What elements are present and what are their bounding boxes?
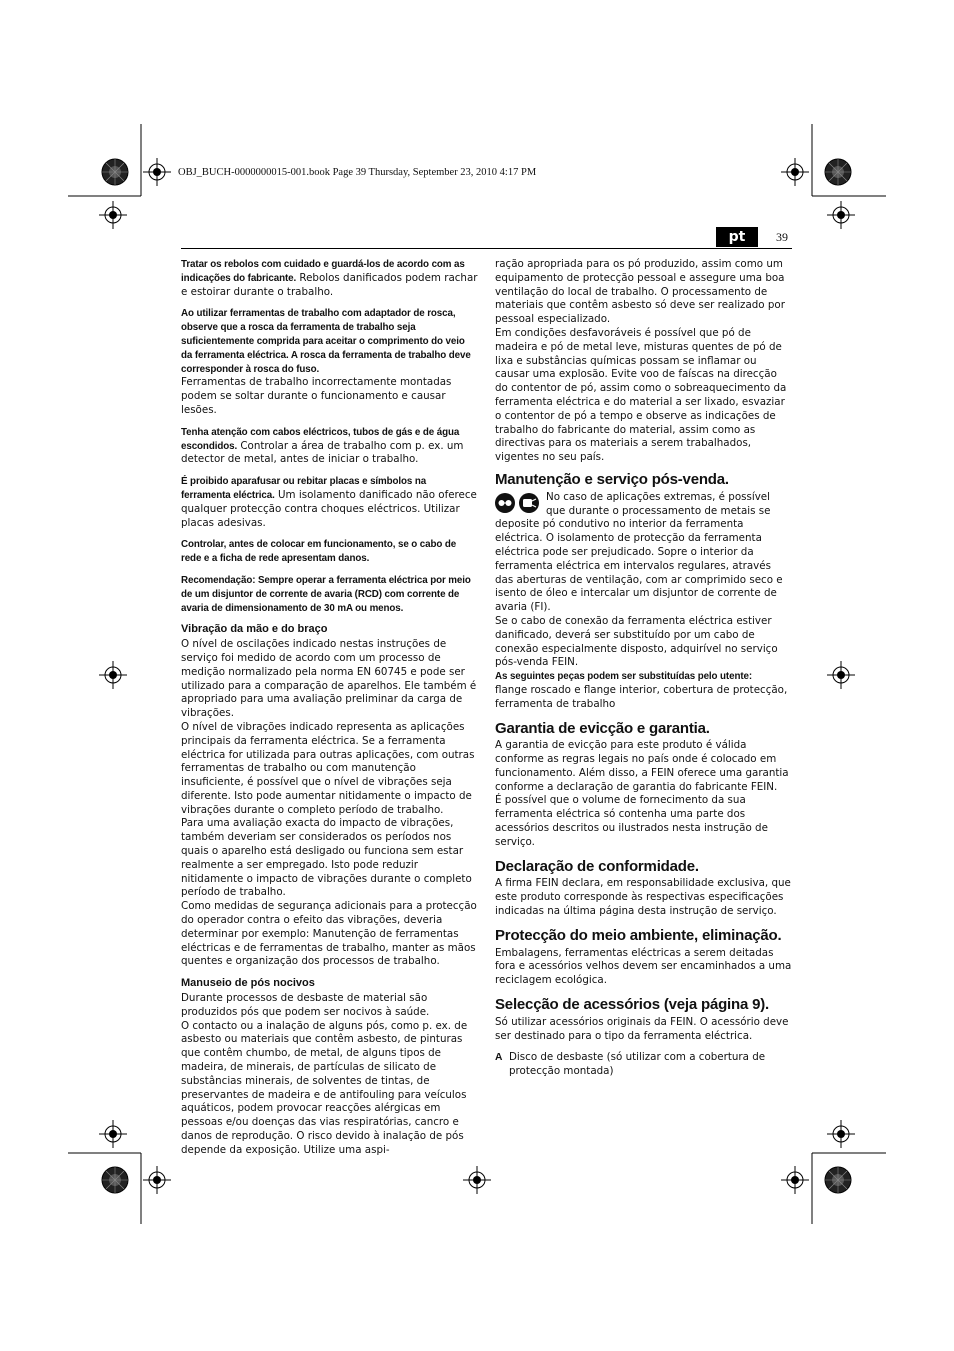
paragraph: [495, 491, 792, 615]
registration-target-icon: [827, 201, 855, 229]
dust-heading: Manuseio de pós nocivos: [181, 977, 315, 990]
paragraph: A firma FEIN declara, em responsabilidade exclusiva, que este produto corresponde às respectivas especificações indicadas na última página desta instrução de serviço.: [495, 877, 791, 918]
paragraph-text: Controlar a área de trabalho com p. ex. um detector de metal, antes de iniciar o trabalho.: [181, 439, 464, 466]
paragraph: Em condições desfavoráveis é possível que pó de madeira e pó de metal leve, misturas quentes de pó de lixa e substâncias químicas possam se inflamar ou causar uma explosão. Evite voo de faíscas na direcção do contentor de pó, assim como o sobreaquecimento da ferramenta eléctrica e do material a ser lixado, esvaziar o contentor de pó a tempo e observe as indicações de trabalho do fabricante do material, assim como as directivas para os materiais a serem trabalhados, vigentes no seu país.: [495, 326, 787, 464]
safety-icons: [495, 493, 539, 513]
paragraph: Embalagens, ferramentas eléctricas a serem deitadas fora e acessórios velhos devem ser encaminhados a uma reciclagem ecológica.: [495, 946, 792, 987]
registration-target-icon: [143, 1166, 171, 1194]
paragraph: Se o cabo de conexão da ferramenta eléctrica estiver danificado, deverá ser substituído por um cabo de conexão especialmente disposto, adquirível no serviço pós-venda FEIN.: [495, 614, 778, 669]
registration-target-icon: [99, 661, 127, 689]
header-rule: [181, 248, 792, 249]
language-tab: pt: [716, 227, 758, 247]
paragraph: [181, 426, 478, 467]
paragraph: O nível de oscilações indicado nestas instruções de serviço foi medido de acordo com um processo de medição normalizado pela norma EN 60745 e pode ser utilizado para a comparação de aparelhos. Ele também é apropriado para uma avaliação preliminar da carga de vibrações.: [181, 638, 477, 720]
paragraph-text: Um isolamento danificado não oferece qualquer protecção contra choques eléctricos. Utilizar placas adesivas.: [181, 488, 477, 529]
bold-instruction: Recomendação: Sempre operar a ferramenta eléctrica por meio de um disjuntor de corrente de avaria (RCD) com corrente de avaria de dimensionamento de 30 mA ou menos.: [181, 574, 471, 614]
paragraph: Para uma avaliação exacta do impacto de vibrações, também deveriam ser considerados os períodos nos quais o aparelho está desligado ou funciona sem estar realmente a ser empregado. Isto pode reduzir nitidamente o impacto de vibrações durante o completo período de trabalho.: [181, 817, 472, 899]
bold-instruction: Tratar os rebolos com cuidado e guardá-los de acordo com as indicações do fabricante.: [181, 259, 465, 284]
vibration-heading: Vibração da mão e do braço: [181, 623, 328, 636]
registration-target-icon: [463, 1166, 491, 1194]
paragraph: [181, 307, 478, 417]
paragraph: É possível que o volume de fornecimento da sua ferramenta eléctrica só contenha uma parte dos acessórios descritos ou ilustrados nesta instrução de serviço.: [495, 794, 768, 848]
paragraph: [181, 538, 478, 566]
conformity-heading: Declaração de conformidade.: [495, 857, 699, 875]
registration-target-icon: [781, 1166, 809, 1194]
dust-mask-icon: [519, 493, 539, 513]
list-item-text: Disco de desbaste (só utilizar com a cobertura de protecção montada): [509, 1051, 766, 1078]
color-wheel-icon: [825, 159, 851, 185]
file-header-line: OBJ_BUCH-0000000015-001.book Page 39 Thursday, September 23, 2010 4:17 PM: [178, 167, 537, 178]
registration-target-icon: [99, 1120, 127, 1148]
bold-instruction: As seguintes peças podem ser substituídas pelo utente:: [495, 671, 753, 683]
list-item: [495, 1051, 792, 1079]
bold-instruction: Ao utilizar ferramentas de trabalho com adaptador de rosca, observe que a rosca da ferramenta de trabalho seja suficientemente comprida para aceitar o comprimento do veio da ferramenta eléctrica. A rosca da ferramenta de trabalho deve corresponder à rosca do fuso.: [181, 308, 471, 375]
paragraph-text: flange roscado e flange interior, cobertura de protecção, ferramenta de trabalho: [495, 683, 788, 710]
paragraph: O nível de vibrações indicado representa as aplicações principais da ferramenta eléctrica. Se a ferramenta eléctrica for utilizada para outras aplicações, com outras ferramentas de trabalho ou com manutenção insuficiente, é possível que o nível de vibrações seja diferente. Isto pode aumentar nitidamente o impacto de vibrações durante o completo período de trabalho.: [181, 720, 475, 816]
paragraph-text: No caso de aplicações extremas, é possível que durante o processamento de metais se deposite pó condutivo no interior da ferramenta eléctrica. O isolamento de protecção da ferramenta eléctrica pode ser prejudicado. Sopre o interior da ferramenta eléctrica em intervalos regulares, através das aberturas de ventilação, com ar comprimido seco e isento de óleo e intercalar um disjuntor de corrente de avaria (FI).: [495, 490, 783, 614]
left-column: [181, 258, 478, 1158]
paragraph: [181, 475, 478, 530]
paragraph-text: Rebolos danificados podem rachar e estoirar durante o trabalho.: [181, 271, 478, 298]
paragraph: O contacto ou a inalação de alguns pós, como p. ex. de asbesto ou materiais que contêm asbesto, de pinturas que contêm chumbo, de metal, de alguns tipos de madeira, de minerais, de partículas de silicato de substâncias minerais, de solventes de tintas, de preservantes de madeira e de antifouling para veículos aquáticos, podem provocar reacções alérgicas em pessoas e/ou doenças das vias respiratórias, cancro e danos de reprodução. O risco devido à inalação de pós depende da exposição. Utilize uma aspi-: [181, 1019, 468, 1156]
paragraph: Só utilizar acessórios originais da FEIN. O acessório deve ser destinado para o tipo da ferramenta eléctrica.: [495, 1015, 789, 1042]
registration-target-icon: [143, 158, 171, 186]
environment-heading: Protecção do meio ambiente, eliminação.: [495, 926, 782, 944]
bold-instruction: Controlar, antes de colocar em funcionamento, se o cabo de rede e a ficha de rede apresentam danos.: [181, 539, 457, 565]
paragraph: [181, 574, 478, 615]
registration-target-icon: [99, 201, 127, 229]
paragraph: A garantia de evicção para este produto é válida conforme as regras legais no país onde é colocado em funcionamento. Além disso, a FEIN oferece uma garantia conforme a declaração de garantia do fabricante FEIN.: [495, 739, 789, 793]
registration-target-icon: [827, 661, 855, 689]
paragraph-text: Ferramentas de trabalho incorrectamente montadas podem se soltar durante o funcionamento e causar lesões.: [181, 376, 452, 416]
maintenance-heading: Manutenção e serviço pós-venda.: [495, 470, 729, 488]
page-number: 39: [776, 230, 788, 244]
paragraph: Como medidas de segurança adicionais para a protecção do operador contra o efeito das vibrações, deveria determinar por exemplo: Manutenção de ferramentas eléctricas e de ferramentas de trabalho, manter as mãos quentes e organização dos processos de trabalho.: [181, 900, 477, 968]
right-column: [495, 258, 792, 1079]
paragraph: Durante processos de desbaste de material são produzidos pós que podem ser nocivos à saúde.: [181, 992, 430, 1018]
bold-instruction: É proibido aparafusar ou rebitar placas e símbolos na ferramenta eléctrica.: [181, 476, 427, 501]
registration-target-icon: [781, 158, 809, 186]
color-wheel-icon: [102, 1167, 128, 1193]
paragraph: [181, 258, 478, 299]
color-wheel-icon: [825, 1167, 851, 1193]
accessories-heading: Selecção de acessórios (veja página 9).: [495, 996, 770, 1014]
warranty-heading: Garantia de evicção e garantia.: [495, 719, 710, 737]
safety-goggles-icon: [495, 493, 515, 513]
paragraph: ração apropriada para os pó produzido, assim como um equipamento de protecção pessoal e assegure uma boa ventilação do local de trabalho. O processamento de materiais que contêm asbesto só deve ser realizado por pessoal especializado.: [495, 258, 785, 326]
color-wheel-icon: [102, 159, 128, 185]
paragraph: [495, 670, 792, 711]
list-item-key: A: [495, 1052, 503, 1064]
bold-instruction: Tenha atenção com cabos eléctricos, tubos de gás e de água escondidos.: [181, 426, 460, 452]
registration-target-icon: [827, 1120, 855, 1148]
